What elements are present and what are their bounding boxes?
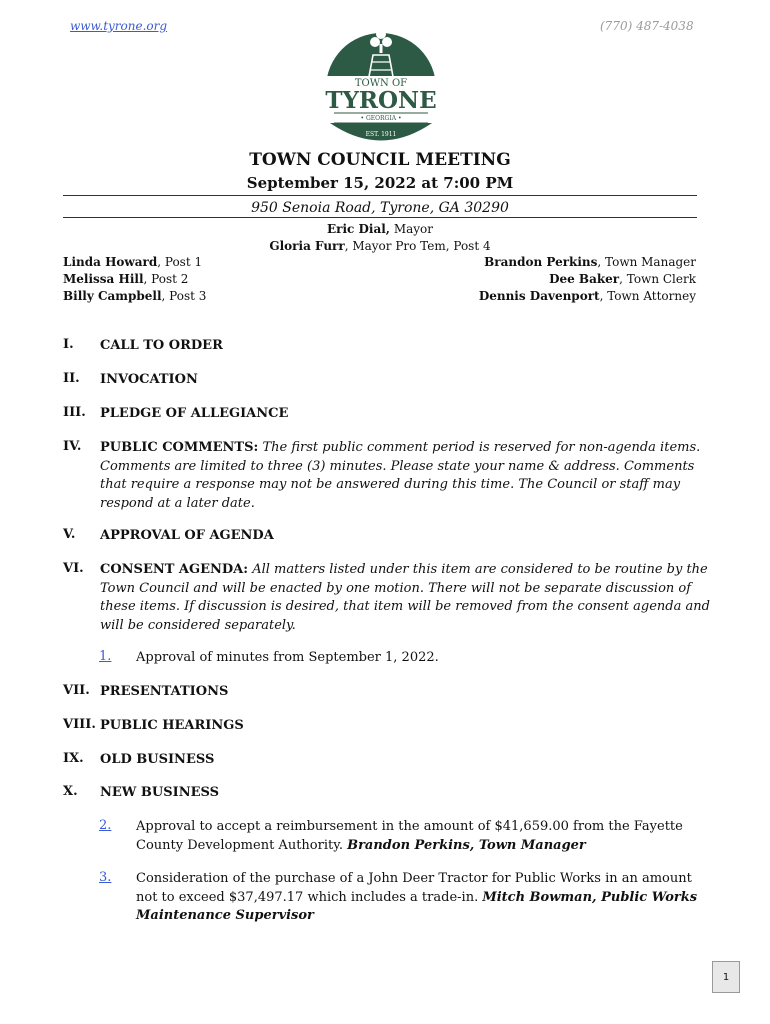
meeting-datetime: September 15, 2022 at 7:00 PM (246, 174, 514, 192)
council-member: Billy Campbell, Post 3 (63, 289, 207, 303)
phone-number: (770) 487-4038 (600, 19, 694, 33)
agenda-item-link[interactable]: 1. (99, 649, 112, 664)
staff-member: Dennis Davenport, Town Attorney (478, 289, 696, 303)
mayor-pro-tem-line: Gloria Furr, Mayor Pro Tem, Post 4 (269, 239, 491, 253)
council-member: Linda Howard, Post 1 (63, 255, 203, 269)
meeting-address: 950 Senoia Road, Tyrone, GA 30290 (251, 200, 509, 216)
page-number: 1 (712, 961, 740, 993)
website-link[interactable]: www.tyrone.org (70, 19, 168, 33)
meeting-title: TOWN COUNCIL MEETING (249, 150, 511, 170)
logo-line4: EST. 1911 (365, 131, 397, 138)
agenda-item-link[interactable]: 3. (99, 870, 112, 885)
agenda-item-link[interactable]: 2. (99, 818, 112, 833)
staff-member: Dee Baker, Town Clerk (549, 272, 696, 286)
mayor-line: Eric Dial, Mayor (327, 222, 433, 236)
logo-line2: TYRONE (325, 87, 437, 114)
logo-line1: TOWN OF (354, 78, 408, 89)
logo-line3: • GEORGIA • (360, 115, 402, 122)
divider-top (63, 195, 697, 196)
divider-bottom (63, 217, 697, 218)
council-member: Melissa Hill, Post 2 (63, 272, 189, 286)
town-of-tyrone-logo (318, 20, 444, 146)
staff-member: Brandon Perkins, Town Manager (484, 255, 696, 269)
